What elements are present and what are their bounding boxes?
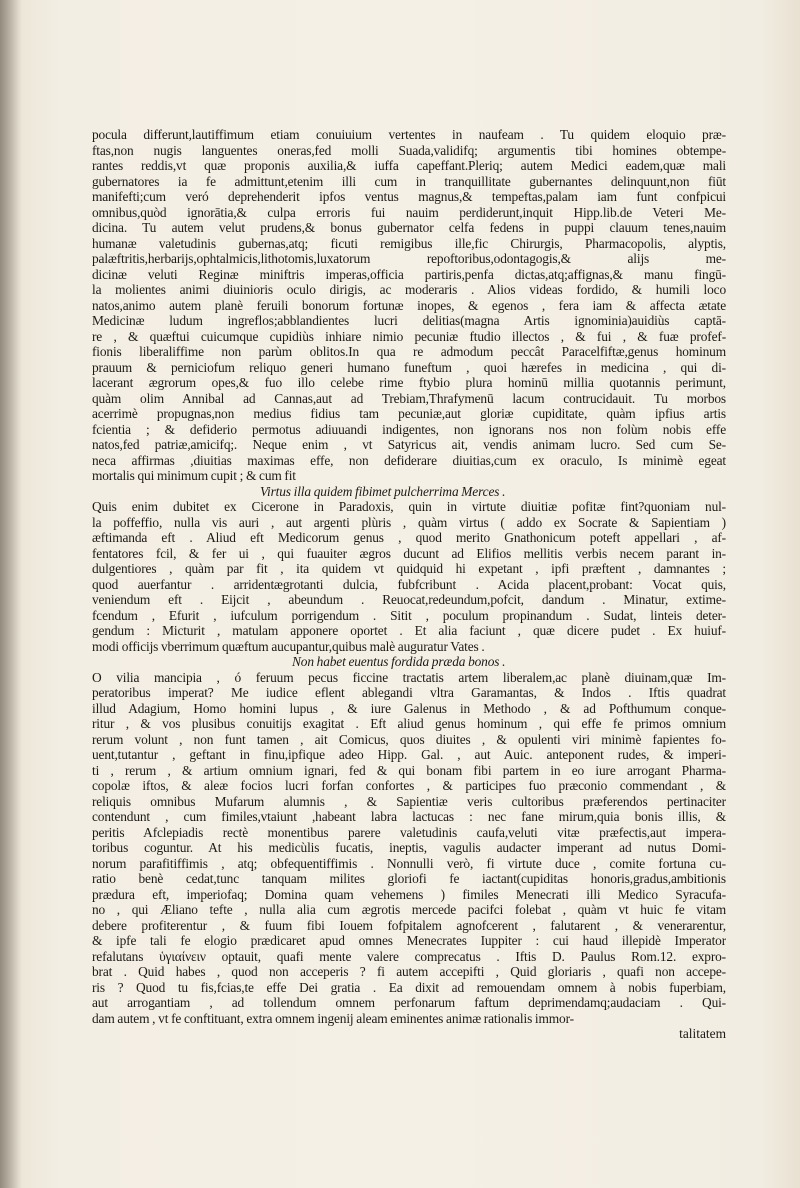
text-line: copolæ iftos, & aleæ focios lucri forfan confortes , & participes fuo præconio commendant , & bbox=[92, 778, 726, 793]
text-line: lacerant ægrorum opes,& fuo illo celebe rime ftybio plura hominū millia quotannis perimunt, bbox=[92, 375, 726, 390]
text-line: contendunt , cum fimiles,vtaiunt ,habeant labra lactucas : nec fane mirum,quia bonis illis, & bbox=[92, 809, 726, 824]
text-line: natos,fed patriæ,amicifq;. Neque enim , vt Satyricus ait, vendis animam lucro. Sed cum Se- bbox=[92, 437, 726, 452]
text-line: ratio benè cedat,tunc tanquam milites gloriofi fe iactant(cupiditas honoris,gradus,ambitionis bbox=[92, 871, 726, 886]
text-line: ritur , & vos plusibus conuitijs exagitat . Eft aliud genus hominum , qui effe fe primos omnium bbox=[92, 716, 726, 731]
text-line: uent,tutantur , geftant in finu,ipfique adeo Hipp. Gal. , aut Auic. anteponent rudes, & imperi- bbox=[92, 747, 726, 762]
text-line: dicina. Tu autem velut prudens,& bonus gubernator celfa fedens in puppi clauum tenes,nauim bbox=[92, 220, 726, 235]
text-line: dulgentiores , quàm par fit , ita quidem vt quidquid hi expetant , ipfi præftent , damnantes ; bbox=[92, 561, 726, 576]
text-line: omnibus,quòd ignorātia,& culpa erroris fui nauim perdiderunt,inquit Hipp.lib.de Veteri Me- bbox=[92, 204, 726, 220]
verse-quote-2-text: Non habet euentus fordida præda bonos . bbox=[292, 654, 506, 669]
verse-quote-2 bbox=[92, 654, 726, 670]
paragraph-block-b bbox=[92, 499, 726, 654]
text-line: la poffeffio, nulla vis auri , aut argenti plùris , quàm virtus ( addo ex Socrate & Sapientiam ) bbox=[92, 514, 726, 530]
text-line: no , qui Æliano tefte , nulla alia cum ægrotis mercede pacifci folebat , quàm vt huic fe vitam bbox=[92, 902, 726, 917]
text-line: palæftritis,herbarijs,ophtalmicis,lithotomis,luxatorum repoftoribus,odontagogis,& alijs me- bbox=[92, 251, 726, 266]
text-line: rantes reddis,vt quæ proponis auxilia,& iuffa capeffant.Pleriq; autem Medici eadem,quæ mali bbox=[92, 158, 726, 173]
text-line: veniendum eft . Eijcit , abeundum . Reuocat,redeundum,pofcit, dandum . Minatur, extime- bbox=[92, 592, 726, 607]
text-line: gubernatores ia fe admittunt,etenim illi cum in tranquillitate gubernantes delinquunt,non fiūt bbox=[92, 173, 726, 189]
text-line: fentatores fcil, & fer ui , qui fuauiter ægros ducunt ad Elifios mellitis verbis necem parant in- bbox=[92, 545, 726, 561]
text-line: modi officijs vberrimum quæftum aucupantur,quibus malè auguratur Vates . bbox=[92, 638, 485, 654]
text-line: fionis liberaliffime non parùm oblitos.In qua re admodum peccât Paracelfiftæ,genus hominum bbox=[92, 344, 726, 359]
text-line: la molientes animi diuinioris oculo dirigis, ac moderaris . Alios videas fordido, & humili loco bbox=[92, 282, 726, 297]
text-line: brat . Quid habes , quod non acceperis ? fi autem accepifti , Quid gloriaris , quafi non accepe- bbox=[92, 964, 726, 979]
paragraph-block-a bbox=[92, 127, 726, 484]
text-line: æftimanda eft . Aliud eft Medicorum genus , quod merito Gnathonicum poteft appellari , af- bbox=[92, 530, 726, 545]
text-line: Medicinæ ludum ingreflos;abblandientes lucri delitias(magna Artis ignominia)auidiùs captā- bbox=[92, 313, 726, 328]
body-text bbox=[92, 127, 726, 1127]
text-line: prædura eft, imperiofaq; Domina quam vehemens ) fimiles Menecrati illi Medico Syracufa- bbox=[92, 886, 726, 902]
text-line: humanæ valetudinis gubernas,atq; ficuti remigibus ille,fic Chirurgis, Pharmacopolis, alyptis, bbox=[92, 235, 726, 251]
text-line: ris ? Quod tu fis,fcias,te effe Dei gratia . Ea dixit ad remouendam omnem à nobis fuperbiam, bbox=[92, 979, 726, 995]
paragraph-block-c bbox=[92, 670, 726, 1027]
text-line: prauum & perniciofum reliquo generi humano funeftum , quoi hærefes in medicina , qui di- bbox=[92, 359, 726, 375]
text-line: natos,animo autem planè feruili bonorum fortunæ inopes, & egenos , fera iam & affecta ætate bbox=[92, 297, 726, 313]
text-line: peratoribus imperat? Me iudice eflent ablegandi vltra Garamantas, & Indos . Iftis quadrat bbox=[92, 685, 726, 700]
text-line: neca affirmas ,diuitias maximas effe, non defiderare diuitias,cum ex oraculo, Is minimè egeat bbox=[92, 452, 726, 468]
text-line: rerum volunt , non funt tamen , ait Comicus, quos diuites , & opulenti viri minimè fapientes fo- bbox=[92, 731, 726, 747]
text-line: re , & quæftui cuicumque cupidiùs inhiare nimio pecuniæ ftudio illectos , & fui , & fuæ profef- bbox=[92, 328, 726, 344]
catchword: talitatem bbox=[679, 1026, 726, 1041]
text-line: peritis Afclepiadis rectè monentibus parere valetudinis caufa,veluti vitæ præfectis,aut impera- bbox=[92, 824, 726, 840]
text-line: Quis enim dubitet ex Cicerone in Paradoxis, quin in virtute diuitiæ pofitæ fint?quoniam nul- bbox=[92, 499, 726, 514]
text-line: dam autem , vt fe conftituant, extra omnem ingenij aleam eminentes animæ rationalis immor- bbox=[92, 1010, 574, 1026]
text-line: ftas,non nugis languentes oneras,fed molli Suada,validifq; argumentis tibi homines obtempe- bbox=[92, 142, 726, 158]
verse-quote-1 bbox=[92, 484, 726, 500]
text-line: manifefti;cum veró deprehenderit ipfos ventus magnus,& tempeftas,palam iam funt confpicui bbox=[92, 189, 726, 204]
text-line: quàm olim Annibal ad Cannas,aut ad Trebiam,Thrafymenū lacum contrucidauit. Tu morbos bbox=[92, 390, 726, 406]
text-line: acerrimè propugnas,non medius fidius tam pecuniæ,aut gloriæ cupiditate, quàm ipfius artis bbox=[92, 406, 726, 421]
catchword-row bbox=[92, 1026, 726, 1042]
text-line: O vilia mancipia , ó feruum pecus ficcine tractatis artem liberalem,ac planè diuinam,quæ Im- bbox=[92, 669, 726, 685]
text-line: illud Adagium, Homo homini lupus , & iure Galenus in Methodo , & ad Pofthumum conque- bbox=[92, 700, 726, 716]
text-line: refalutans ὑγιαίνειν optauit, quafi mente valere comprecatus . Iftis D. Paulus Rom.12. expro- bbox=[92, 948, 726, 964]
text-line: dicinæ veluti Reginæ miniftris imperas,officia partiris,penfa dictas,atq;affignas,& manu fingū- bbox=[92, 266, 726, 282]
text-line: fcientia ; & defiderio permotus adiuuandi indigentes, non ignorans nos non folùm nobis effe bbox=[92, 421, 726, 437]
text-line: norum parafitiffimis , atq; obfequentiffimis . Nonnulli verò, fi virtute duce , comite fortuna cu- bbox=[92, 855, 726, 871]
text-line: pocula differunt,lautiffimum etiam conuiuium vertentes in naufeam . Tu quidem eloquio præ- bbox=[92, 127, 726, 142]
text-line: quod auerfantur . arridentægrotanti dulcia, fubfcribunt . Acida placent,probant: Vocat quis, bbox=[92, 576, 726, 592]
text-line: reliquis omnibus Mufarum alumnis , & Sapientiæ veris cultoribus præferendos pertinaciter bbox=[92, 793, 726, 809]
text-line: & ipfe tali fe elogio prædicaret apud omnes Menecrates Iuppiter : cui haud illepidè Imperator bbox=[92, 933, 726, 948]
text-line: ti , rerum , & artium omnium ignari, fed & qui bonam fibi partem in eo iure arrogant Pharma- bbox=[92, 762, 726, 778]
verse-quote-1-text: Virtus illa quidem fibimet pulcherrima Merces . bbox=[260, 483, 506, 499]
text-line: mortalis qui minimum cupit ; & cum fit bbox=[92, 468, 296, 483]
text-line: debere profiterentur , & fuum fibi Iouem fofpitalem agnofcerent , falutarent , & venerarentur, bbox=[92, 917, 726, 933]
text-line: toribus coguntur. At his medicùlis fucatis, ineptis, vagulis audacter imperant ad nutus Domi- bbox=[92, 840, 726, 855]
text-line: fcendum , Efurit , iufculum porrigendum . Sitit , poculum propinandum . Sudat, linteis deter- bbox=[92, 607, 726, 623]
text-line: gendum : Micturit , matulam apponere oportet . Et alia faciunt , quæ dicere pudet . Ex huiuf- bbox=[92, 623, 726, 638]
binding-gutter-shadow bbox=[0, 0, 22, 1188]
text-line: aut arrogantiam , ad tollendum omnem perfonarum faftum deprimendamq;audaciam . Qui- bbox=[92, 995, 726, 1010]
